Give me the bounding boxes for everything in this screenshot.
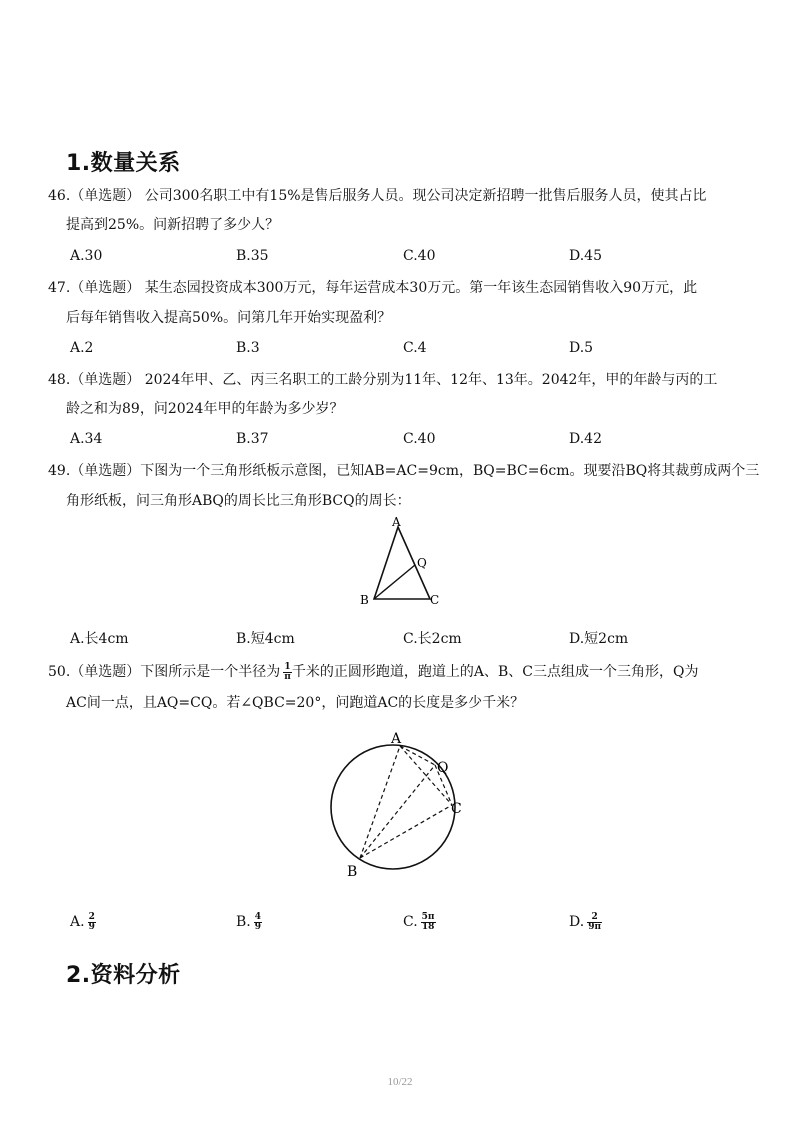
q50-option-c-letter: C. xyxy=(403,914,418,930)
q50-option-a-den: 9 xyxy=(88,921,95,932)
q46-option-b[interactable]: B.35 xyxy=(236,248,269,264)
q49-text-line2: 角形纸板，问三角形ABQ的周长比三角形BCQ的周长： xyxy=(66,493,411,509)
q50-option-a-letter: A. xyxy=(70,914,85,930)
q50-text-line1 xyxy=(48,662,698,682)
section-title-quantity: 1.数量关系 xyxy=(66,151,181,176)
q47-text-line1: 47.（单选题） 某生态园投资成本300万元，每年运营成本30万元。第一年该生态园销售收入90万元，此 xyxy=(48,280,698,296)
q48-option-a[interactable]: A.34 xyxy=(70,431,103,447)
q46-text-line1: 46.（单选题） 公司300名职工中有15%是售后服务人员。现公司决定新招聘一批售后服务人员，使其占比 xyxy=(48,188,707,204)
label-b: B xyxy=(360,593,369,607)
q48-option-d[interactable]: D.42 xyxy=(569,431,602,447)
q49-option-b[interactable]: B.短4cm xyxy=(236,631,295,647)
q50-option-b-num: 4 xyxy=(254,911,262,922)
q49-option-d[interactable]: D.短2cm xyxy=(569,631,629,647)
q50-option-a-fraction xyxy=(88,913,96,932)
q48-option-c[interactable]: C.40 xyxy=(403,431,436,447)
q50-option-a-num: 2 xyxy=(88,911,95,922)
label-c: C xyxy=(430,593,440,607)
triangle-figure xyxy=(350,512,450,612)
label-a: A xyxy=(391,731,402,747)
section-title-data-analysis: 2.资料分析 xyxy=(66,963,181,988)
circle-figure xyxy=(325,725,475,885)
q49-option-c[interactable]: C.长2cm xyxy=(403,631,462,647)
q46-option-c[interactable]: C.40 xyxy=(403,248,436,264)
label-q: Q xyxy=(437,760,449,776)
q47-option-b[interactable]: B.3 xyxy=(236,340,260,356)
q50-option-d-den: 9π xyxy=(588,921,602,932)
q50-option-d-letter: D. xyxy=(569,914,585,930)
label-b: B xyxy=(347,864,358,880)
q48-option-b[interactable]: B.37 xyxy=(236,431,269,447)
q47-option-c[interactable]: C.4 xyxy=(403,340,427,356)
q50-option-b-letter: B. xyxy=(236,914,251,930)
q48-text-line2: 龄之和为89，问2024年甲的年龄为多少岁？ xyxy=(66,401,344,417)
q50-option-b-den: 9 xyxy=(254,921,262,932)
q50-radius-denominator: π xyxy=(284,671,291,682)
label-c: C xyxy=(451,801,462,817)
q50-option-c[interactable] xyxy=(403,912,436,932)
chord-bq xyxy=(360,765,435,858)
q50-option-d[interactable] xyxy=(569,912,602,932)
q50-radius-fraction xyxy=(283,663,292,682)
q46-text-line2: 提高到25%。问新招聘了多少人？ xyxy=(66,217,280,233)
q47-option-a[interactable]: A.2 xyxy=(70,340,94,356)
q50-option-b-fraction xyxy=(254,913,262,932)
q50-option-c-fraction xyxy=(421,913,436,932)
q50-radius-numerator: 1 xyxy=(284,661,291,672)
q46-option-d[interactable]: D.45 xyxy=(569,248,602,264)
page-number: 10/22 xyxy=(387,1076,413,1088)
q50-option-c-den: 18 xyxy=(421,921,435,932)
q49-option-a[interactable]: A.长4cm xyxy=(70,631,129,647)
chord-aq xyxy=(400,746,435,765)
q50-option-a[interactable] xyxy=(70,912,96,932)
chord-ba xyxy=(360,746,400,858)
q46-option-a[interactable]: A.30 xyxy=(70,248,103,264)
q50-text-pre: 50.（单选题）下图所示是一个半径为 xyxy=(48,664,281,680)
q50-option-b[interactable] xyxy=(236,912,262,932)
q47-option-d[interactable]: D.5 xyxy=(569,340,594,356)
label-q: Q xyxy=(417,556,427,570)
label-a: A xyxy=(392,515,401,529)
q50-text-post: 千米的正圆形跑道，跑道上的A、B、C三点组成一个三角形，Q为 xyxy=(291,664,699,680)
q50-text-line2: AC间一点，且AQ=CQ。若∠QBC=20°，问跑道AC的长度是多少千米？ xyxy=(66,695,525,711)
q50-option-d-fraction xyxy=(587,913,602,932)
q49-text-line1: 49.（单选题）下图为一个三角形纸板示意图，已知AB=AC=9cm，BQ=BC=6cm。现要沿BQ将其裁剪成两个三 xyxy=(48,463,760,479)
q50-option-c-num: 5π xyxy=(421,911,435,922)
q47-text-line2: 后每年销售收入提高50%。问第几年开始实现盈利？ xyxy=(66,310,392,326)
q50-option-d-num: 2 xyxy=(587,913,602,923)
q48-text-line1: 48.（单选题） 2024年甲、乙、丙三名职工的工龄分别为11年、12年、13年。2042年，甲的年龄与丙的工 xyxy=(48,372,718,388)
